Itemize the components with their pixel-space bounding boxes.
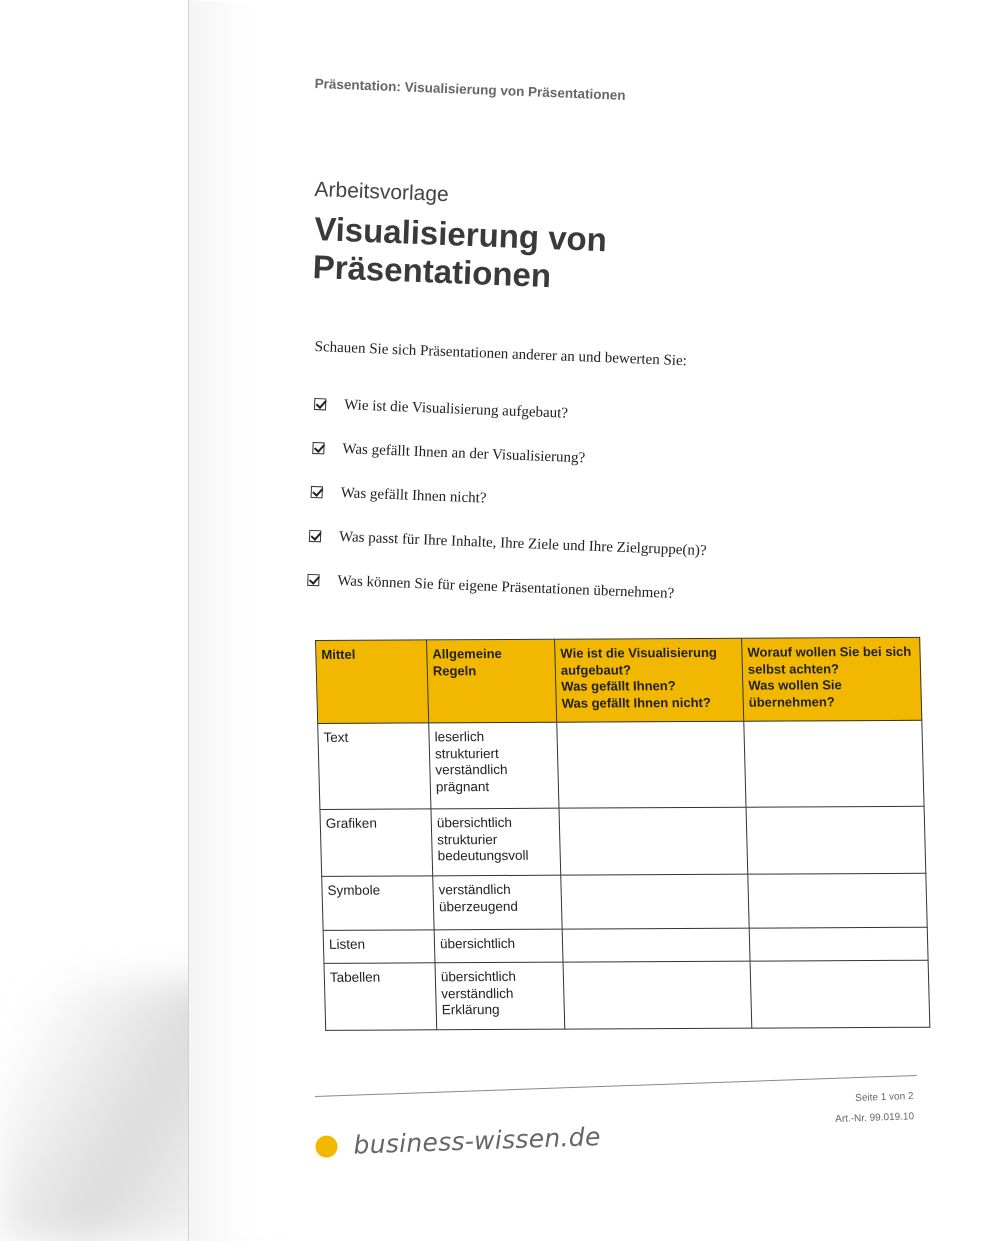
- header-visualisierung-line: Was gefällt Ihnen nicht?: [561, 694, 711, 711]
- cell-regeln: [431, 808, 561, 876]
- evaluation-table-wrapper: [315, 637, 930, 1031]
- title-line-1: Visualisierung von: [313, 210, 608, 259]
- footer-divider: [315, 1075, 917, 1097]
- header-regeln-line: Regeln: [432, 662, 477, 678]
- checklist-item-label: Wie ist die Visualisierung aufgebaut?: [343, 396, 569, 422]
- header-visualisierung-line: Was gefällt Ihnen?: [561, 678, 676, 694]
- checklist-item-label: Was gefällt Ihnen an der Visualisierung?: [342, 440, 586, 466]
- evaluation-table: [315, 637, 930, 1031]
- article-number: Art.-Nr. 99.019.10: [835, 1111, 915, 1125]
- table-row: [322, 873, 928, 930]
- rule-item: bedeutungsvoll: [437, 847, 529, 864]
- rule-item: übersichtlich: [439, 935, 516, 952]
- cell-achten-empty[interactable]: [749, 927, 928, 961]
- table-row: [323, 927, 928, 963]
- header-visualisierung-line: aufgebaut?: [560, 661, 632, 678]
- header-mittel-label: Mittel: [321, 646, 356, 662]
- rule-item: verständlich: [441, 985, 514, 1001]
- rule-item: strukturiert: [434, 745, 499, 761]
- table-row: [320, 806, 926, 876]
- cell-regeln: [433, 875, 562, 930]
- rule-item: Erklärung: [441, 1001, 500, 1018]
- rule-item: verständlich: [435, 761, 508, 778]
- checkbox-checked-icon: [307, 574, 319, 586]
- page-number: Seite 1 von 2: [855, 1090, 914, 1104]
- cell-achten-empty[interactable]: [744, 720, 924, 807]
- rule-item: leserlich: [434, 729, 485, 745]
- brand-logo: [315, 1122, 601, 1161]
- header-mittel: [316, 640, 429, 724]
- checklist-item-label: Was gefällt Ihnen nicht?: [340, 484, 487, 507]
- checklist-item-label: Was können Sie für eigene Präsentationen übernehmen?: [337, 572, 675, 602]
- logo-text: business-wissen.de: [352, 1122, 602, 1160]
- table-row: [318, 720, 924, 809]
- cell-regeln: [435, 962, 565, 1030]
- cell-visualisierung-empty[interactable]: [559, 807, 748, 875]
- rule-item: übersichtlich: [436, 814, 513, 831]
- checklist-item-label: Was passt für Ihre Inhalte, Ihre Ziele und Ihre Zielgruppe(n)?: [338, 528, 707, 559]
- checkbox-checked-icon: [311, 486, 323, 498]
- checkbox-checked-icon: [312, 442, 324, 454]
- rule-item: strukturier: [437, 831, 498, 847]
- cell-mittel: Grafiken: [320, 809, 433, 877]
- header-achten-line: übernehmen?: [748, 693, 835, 710]
- header-visualisierung-line: Wie ist die Visualisierung: [560, 644, 718, 661]
- header-achten: [742, 637, 922, 721]
- cell-achten-empty[interactable]: [748, 873, 927, 928]
- cell-visualisierung-empty[interactable]: [561, 874, 749, 929]
- cell-regeln: [434, 929, 563, 963]
- intro-text: Schauen Sie sich Präsentationen anderer an und bewerten Sie:: [314, 339, 688, 370]
- header-regeln: [427, 639, 557, 723]
- document-subtitle: Arbeitsvorlage: [314, 178, 450, 207]
- cell-achten-empty[interactable]: [746, 806, 926, 874]
- cell-visualisierung-empty[interactable]: [557, 721, 746, 808]
- header-achten-line: Was wollen Sie: [748, 677, 842, 693]
- title-line-2: Präsentationen: [312, 247, 552, 295]
- cell-regeln: [429, 722, 559, 809]
- logo-dot-icon: [315, 1135, 338, 1158]
- checklist: [307, 382, 835, 622]
- header-visualisierung: [555, 638, 744, 722]
- cell-achten-empty[interactable]: [750, 960, 930, 1028]
- table-header-row: [316, 637, 922, 723]
- cell-mittel: Text: [318, 723, 431, 810]
- cell-mittel: Symbole: [322, 876, 434, 931]
- table-row: [324, 960, 930, 1030]
- header-regeln-line: Allgemeine: [432, 646, 502, 662]
- rule-item: übersichtlich: [440, 968, 517, 985]
- header-achten-line: selbst achten?: [747, 660, 840, 677]
- checkbox-checked-icon: [314, 398, 326, 410]
- header-achten-line: Worauf wollen Sie bei sich: [747, 643, 912, 660]
- cell-mittel: Tabellen: [324, 963, 437, 1031]
- checkbox-checked-icon: [309, 530, 321, 542]
- rule-item: verständlich: [438, 881, 511, 898]
- document-header: Präsentation: Visualisierung von Präsentationen: [314, 76, 626, 103]
- cell-visualisierung-empty[interactable]: [562, 928, 750, 962]
- document-title: [312, 210, 735, 302]
- rule-item: prägnant: [435, 778, 490, 794]
- rule-item: überzeugend: [438, 898, 519, 914]
- cell-mittel: Listen: [323, 930, 435, 964]
- cell-visualisierung-empty[interactable]: [563, 961, 752, 1029]
